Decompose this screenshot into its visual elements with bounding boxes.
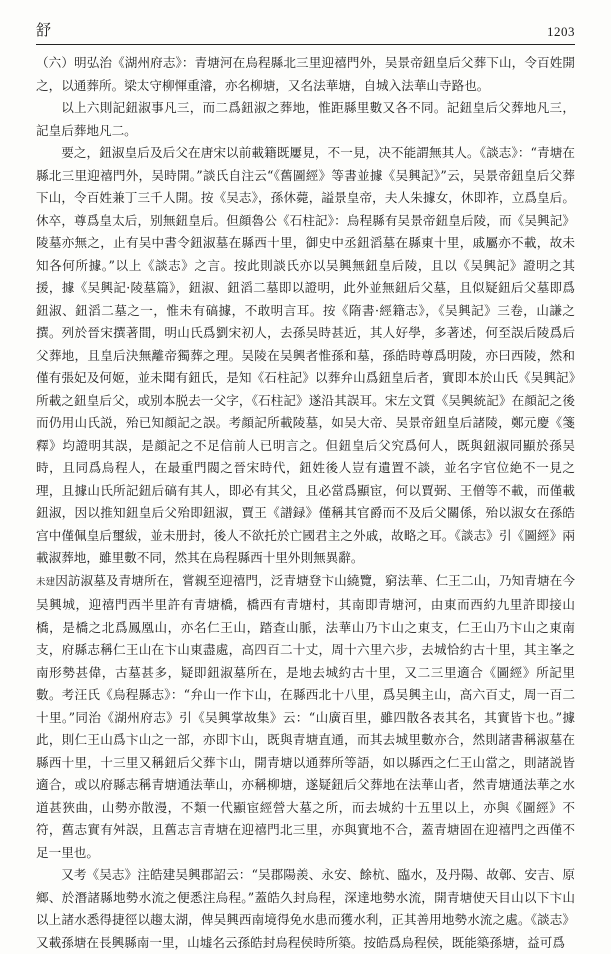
paragraph-3: 要之，鈕淑皇后及后父在唐宋以前載籍既屢見，不一見，决不能謂無其人。《談志》：“青塘在縣北三里迎禧門外，吴時開。”談氏自注云“《舊圖經》等書並據《吴興記》”云，吴景帝鈕皇后父葬下山，令百姓兼丁三千人開。按《吴志》，孫休薨，謚景皇帝，夫人朱據女，休即祚，立爲皇后。休卒，尊爲皇太后，别無鈕皇后。但顔魯公《石柱記》：烏程縣有吴景帝鈕皇后陵，而《吴興記》陵墓亦無之，止有吴中書令鈕淑墓在縣西十里，御史中丞鈕滔墓在縣東十里，戚屬亦不載，故未知各何所據。”以上《談志》之言。按此則談氏亦以吴興無鈕皇后陵，且以《吴興記》證明之其援，據《吴興記·陵墓篇》，鈕淑、鈕滔二墓即以證明，此外並無鈕后父墓，且似疑鈕后父墓即爲鈕淑、鈕滔二墓之一，惟未有碻據，不敢明言耳。按《隋書·經籍志》，《吴興記》三卷，山謙之撰。列於晉宋撰著間，明山氏爲劉宋初人，去孫吴時甚近，其人好學，多著述，何至誤后陵爲后父葬地，且皇后決無離帝獨葬之理。吴陵在吴興者惟孫和墓，孫皓時尊爲明陵，亦曰西陵，然和僅有張妃及何姬，並未聞有鈕氏，是知《石柱記》以葬弁山爲鈕皇后者，實即本於山氏《吴興記》所載之鈕皇后父，或别本脱去一父字，《石柱記》遂沿其誤耳。宋左文質《吴興統記》在顔記之後而仍用山氏説，殆已知顔記之誤。考顔記所載陵墓，如吴大帝、吴景帝鈕皇后諸陵，鄭元慶《箋釋》均證明其誤，是顔記之不足信前人已明言之。但鈕皇后父究爲何人，既與鈕淑同顯於孫吴時，且同爲烏程人，在最重門閥之晉宋時代，鈕姓後人豈有遺置不談，並名字官位絶不一見之理，且據山氏所記鈕后碻有其人，即必有其父，且必當爲顯宦，何以賈弼、王僧等不載，而僅載鈕淑，因以推知鈕皇后父殆即鈕淑，賈王《譜録》僅稱其官爵而不及后父關係，殆以淑女在孫皓宫中僅佩皇后璽紱，並未册封，後人不欲托於亡國君主之外戚，故略之耳。《談志》引《圖經》兩載淑葬地，雖里數不同，然其在烏程縣西十里外則無異辭。 [36, 145, 575, 565]
paragraph-4-text: 因訪淑墓及青塘所在，嘗親至迎禧門，泛青塘登卞山繞覽，窮法華、仁王二山，乃知青塘在今吴興城，迎禧門西半里許有青塘橋，橋西有青塘村，其南即青塘河，由東而西約九里許即接山橋，是橋之北爲鳳凰山，亦名仁王山，踏查山脈，法華山乃卞山之東支，仁王山乃卞山之東南支，府縣志稱仁王山在卞山東盡處，高四百二十丈，周十六里六步，去城恰約古十里，其主峯之南形勢甚偉，古墓甚多，疑即鈕淑墓所在，是地去城約古十里，又二三里適合《圖經》所記里數。考汪氏《烏程縣志》：“弁山一作卞山，在縣西北十八里，爲吴興主山，高六百丈，周一百二十里。”同治《湖州府志》引《吴興掌故集》云：“山廣百里，雖四散各表其名，其實皆卞也。”據此，則仁王山爲卞山之一部，亦即卞山，既與青塘直通，而其去城里數亦合，然則諸書稱淑墓在縣西十里，十三里又稱鈕后父葬卞山，開青塘以通葬所等語，如以縣西之仁王山當之，則諸説皆適合，或以府縣志稱青塘通法華山，亦稱柳塘，遂疑鈕后父葬地在法華山者，然青塘通法華之水道甚狹曲，山勢亦散漫，不類一代顯宦經營大墓之所，而去城約十五里以上，亦與《圖經》不符，舊志實有舛誤，且舊志言青塘在迎禧門北三里，亦與實地不合，蓋青塘固在迎禧門之西僅不足一里也。 [36, 572, 575, 860]
text-body [36, 52, 575, 950]
page-number: 1203 [547, 24, 575, 39]
running-title: 舒 [36, 21, 52, 39]
paragraph-2: 以上六則記鈕淑事凡三，而二爲鈕淑之葬地，惟距縣里數又各不同。記鈕皇后父葬地凡三，記皇后葬地凡二。 [36, 100, 575, 138]
inline-annotation: 未建 [36, 576, 56, 588]
page-header [36, 14, 575, 45]
paragraph-5: 又考《吴志》注皓建吴興郡詔云：“吴郡陽羨、永安、餘杭、臨水，及丹陽、故鄣、安吉、原鄉、於潛諸縣地勢水流之便悉注烏程。”蓋皓久封烏程，深達地勢水流，開青塘使天目山以下卞山以上諸水悉得捷徑以趨太湖，俾吴興西南境得免水患而獲水利，正其善用地勢水流之處。《談志》又載孫塘在長興縣南一里，山墟名云孫皓封烏程侯時所築。按皓爲烏程侯，既能築孫塘，益可爲 [36, 867, 575, 950]
paragraph-4 [36, 570, 575, 865]
paragraph-1: （六）明弘治《湖州府志》：青塘河在烏程縣北三里迎禧門外，吴景帝鈕皇后父葬下山，令百姓開之，以通葬所。梁太守柳惲重濬，亦名柳塘，又名法華塘，自城入法華山寺路也。 [36, 55, 575, 93]
